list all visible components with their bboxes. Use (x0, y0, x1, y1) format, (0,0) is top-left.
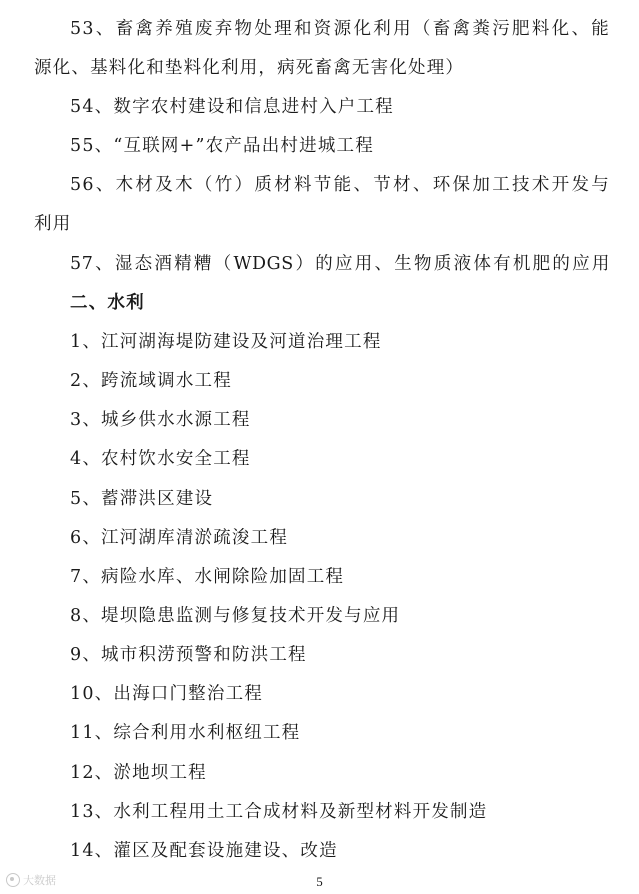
list-item: 5、蓄滞洪区建设 (70, 489, 214, 509)
item-53-line-2: 源化、基料化和垫料化利用，病死畜禽无害化处理） (34, 58, 465, 78)
list-item: 12、淤地坝工程 (70, 763, 207, 783)
item-54: 54、数字农村建设和信息进村入户工程 (70, 97, 394, 117)
list-item: 6、江河湖库清淤疏浚工程 (70, 528, 289, 548)
watermark-text: 大数据 (23, 874, 56, 887)
list-item: 14、灌区及配套设施建设、改造 (70, 841, 338, 861)
list-item: 9、城市积涝预警和防洪工程 (70, 645, 307, 665)
section-heading: 二、水利 (70, 293, 145, 313)
item-57: 57、湿态酒精糟（WDGS）的应用、生物质液体有机肥的应用 (70, 254, 610, 274)
list-item: 3、城乡供水水源工程 (70, 410, 251, 430)
item-53-line-1: 53、畜禽养殖废弃物处理和资源化利用（畜禽粪污肥料化、能 (70, 19, 610, 39)
item-56-line-2: 利用 (34, 214, 72, 234)
list-item: 11、综合利用水利枢纽工程 (70, 723, 301, 743)
list-item: 8、堤坝隐患监测与修复技术开发与应用 (70, 606, 401, 626)
item-55: 55、“互联网+”农产品出村进城工程 (70, 136, 374, 156)
list-item: 2、跨流域调水工程 (70, 371, 232, 391)
list-item: 13、水利工程用土工合成材料及新型材料开发制造 (70, 802, 488, 822)
list-item: 4、农村饮水安全工程 (70, 449, 251, 469)
list-item: 10、出海口门整治工程 (70, 684, 263, 704)
page-number: 5 (316, 874, 323, 889)
item-56-line-1: 56、木材及木（竹）质材料节能、节材、环保加工技术开发与 (70, 175, 610, 195)
list-item: 1、江河湖海堤防建设及河道治理工程 (70, 332, 382, 352)
list-item: 7、病险水库、水闸除险加固工程 (70, 567, 345, 587)
